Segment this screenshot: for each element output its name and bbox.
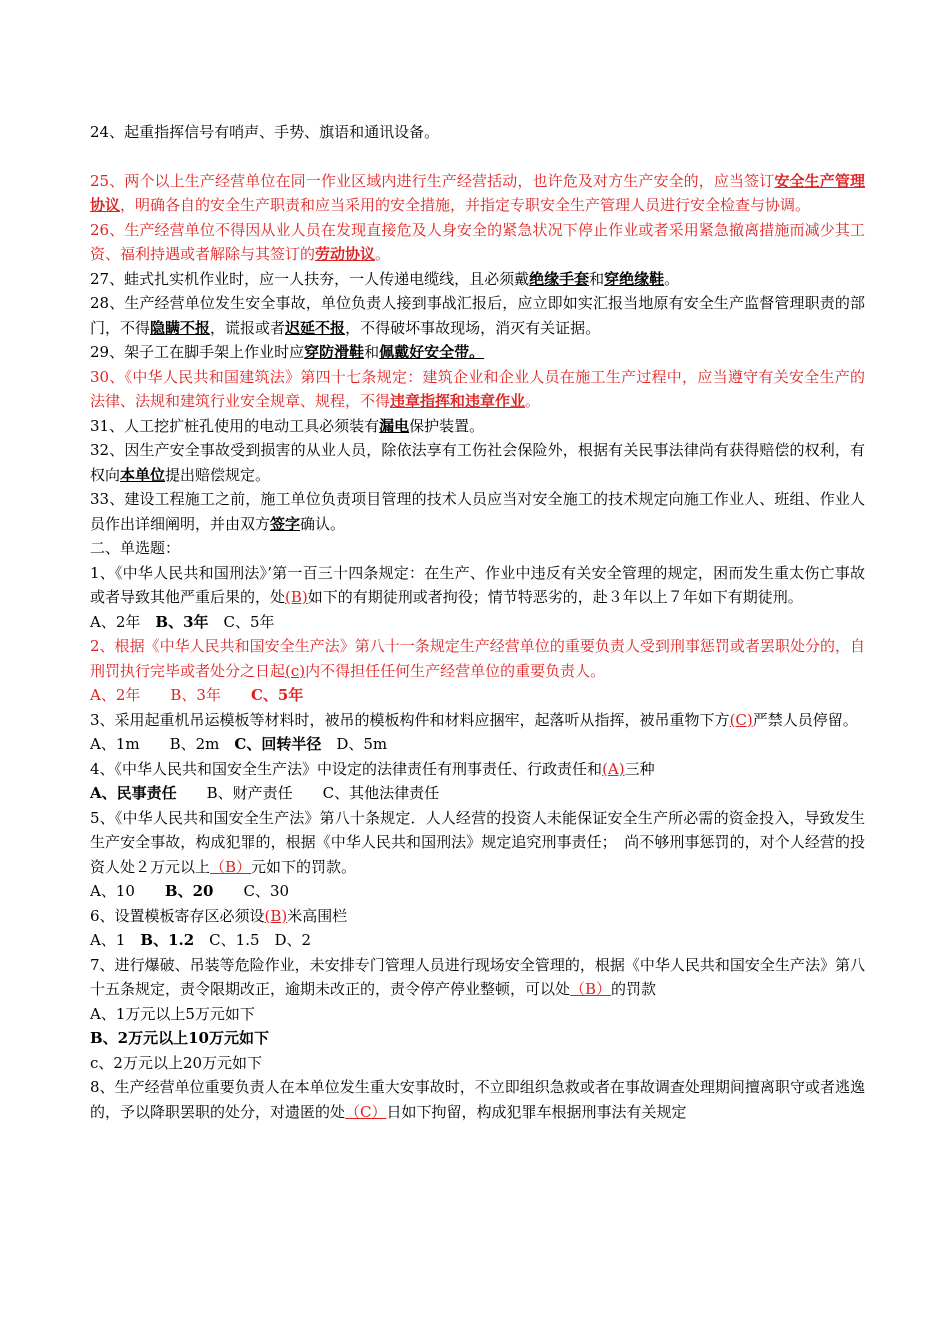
answer-keyword: 绝缘手套 — [529, 269, 590, 288]
option-7b-correct: B、2万元以上10万元如下 — [90, 1029, 269, 1047]
correct-option: B、20 — [164, 882, 214, 900]
question-29: 29、架子工在脚手架上作业时应穿防滑鞋和佩戴好安全带。 — [90, 343, 485, 361]
document-page — [90, 120, 865, 1124]
correct-option: B、1.2 — [140, 931, 195, 949]
options-4: A、民事责任 B、财产责任 C、其他法律责任 — [90, 784, 440, 802]
question-27: 27、蛙式扎实机作业时，应一人扶夯，一人传递电缆线，且必须戴绝缘手套和穿绝缘鞋。 — [90, 269, 680, 288]
single-question-2: 2、根据《中华人民共和国安全生产法》第八十一条规定生产经营单位的重要负责人受到刑事惩罚或者罢职处分的，自刑罚执行完毕或者处分之日起(c)内不得担任任何生产经营单位的重要负责人。 — [90, 637, 865, 680]
answer-keyword: 穿绝缘鞋 — [604, 269, 665, 288]
single-question-1: 1、《中华人民共和国刑法》’第一百三十四条规定：在生产、作业中违反有关安全管理的规定，困而发生重太伤亡事故或者导致其他严重后果的，处(B)如下的有期徒刑或者拘役；情节特恶劣的，赴３年以上７年如下有期徒刑。 — [90, 563, 865, 606]
single-question-6: 6、设置模板寄存区必须设(B)米高围栏 — [90, 906, 348, 925]
correct-option: B、3年 — [155, 612, 209, 631]
spacer — [90, 145, 865, 169]
question-30: 30、《中华人民共和国建筑法》第四十七条规定：建筑企业和企业人员在施工生产过程中，应当遵守有关安全生产的法律、法规和建筑行业安全规章、规程，不得违章指挥和违章作业。 — [90, 367, 865, 410]
correct-option: A、民事责任 — [90, 784, 177, 802]
answer-keyword: 佩戴好安全带。 — [379, 343, 485, 361]
question-32: 32、因生产安全事故受到损害的从业人员，除依法享有工伤社会保险外，根据有关民事法律尚有获得赔偿的权利，有权向本单位提出赔偿规定。 — [90, 441, 865, 484]
answer-keyword: 安全生产管理协议 — [90, 171, 865, 214]
answer-keyword: 违章指挥和违章作业 — [390, 392, 526, 410]
option-7c: c、2万元以上20万元如下 — [90, 1053, 263, 1072]
single-question-4: 4、《中华人民共和国安全生产法》中设定的法律责任有刑事责任、行政责任和(A)三种 — [90, 759, 655, 778]
options-5: A、10 B、20 C、30 — [90, 882, 290, 900]
answer-keyword: 本单位 — [120, 465, 166, 484]
answer-keyword: 穿防滑鞋 — [304, 343, 365, 361]
answer-keyword: 迟延不报 — [285, 318, 346, 337]
answer-mark: （C） — [345, 1102, 387, 1121]
question-33: 33、建设工程施工之前，施工单位负责项目管理的技术人员应当对安全施工的技术规定向施工作业人、班组、作业人员作出详细阐明，并由双方签字确认。 — [90, 490, 865, 533]
options-1: A、2年 B、3年 C、5年 — [90, 612, 275, 631]
single-question-5: 5、《中华人民共和国安全生产法》第八十条规定．人人经营的投资人未能保证安全生产所必需的资金投入，导致发生生产安全事故，构成犯罪的，根据《中华人民共和国刑法》规定追究刑事责任； 尚不够刑事惩罚的，对个人经营的投资人处２万元以上（B）元如下的罚款。 — [90, 808, 865, 876]
answer-keyword: 隐瞒不报 — [150, 318, 211, 337]
option-7a: A、1万元以上5万元如下 — [90, 1004, 255, 1023]
options-3: A、1m B、2m C、回转半径 D、5m — [90, 735, 388, 753]
question-25: 25、两个以上生产经营单位在同一作业区域内进行生产经营括动，也许危及对方生产安全的，应当签订安全生产管理协议，明确各自的安全生产职责和应当采用的安全措施，并指定专职安全生产管理人员进行安全检查与协调。 — [90, 171, 865, 214]
answer-mark: （B） — [570, 980, 612, 998]
question-31: 31、人工挖扩桩孔使用的电动工具必须装有漏电保护装置。 — [90, 416, 485, 435]
answer-mark: (A) — [602, 759, 625, 778]
single-question-7: 7、进行爆破、吊装等危险作业，未安排专门管理人员进行现场安全管理的，根据《中华人民共和国安全生产法》第八十五条规定，责令限期改正，逾期未改正的，责令停产停业整顿，可以处（B）的罚款 — [90, 955, 865, 998]
answer-mark: (B) — [285, 588, 308, 606]
answer-mark: （B） — [210, 857, 252, 876]
question-24: 24、起重指挥信号有哨声、手势、旗语和通讯设备。 — [90, 123, 440, 141]
answer-mark: (B) — [264, 906, 288, 925]
correct-option: C、5年 — [250, 686, 304, 704]
section-heading: 二、单选题： — [90, 539, 181, 557]
single-question-8: 8、生产经营单位重要负责人在本单位发生重大安事故时，不立即组织急救或者在事故调查处理期间擅离职守或者逃逸的，予以降职罢职的处分，对遗匿的处（C）日如下拘留，构成犯罪车根据刑事法有关规定 — [90, 1078, 865, 1121]
options-6: A、1 B、1.2 C、1.5 D、2 — [90, 931, 312, 949]
single-question-3: 3、采用起重机吊运模板等材料时，被吊的模板构件和材料应捆牢，起落听从指挥，被吊重物下方(C)严禁人员停留。 — [90, 710, 858, 729]
correct-option: C、回转半径 — [234, 735, 322, 753]
answer-keyword: 签字 — [270, 514, 301, 533]
question-28: 28、生产经营单位发生安全事故，单位负责人接到事战汇报后，应立即如实汇报当地原有安全生产监督管理职责的部门，不得隐瞒不报，谎报或者迟延不报，不得破坏事故现场，消灭有关证据。 — [90, 294, 865, 337]
answer-keyword: 漏电 — [379, 416, 410, 435]
answer-keyword: 劳动协议 — [315, 245, 376, 263]
question-26: 26、生产经营单位不得因从业人员在发现直接危及人身安全的紧急状况下停止作业或者采用紧急撤离措施而减少其工资、福利持遇或者解除与其签订的劳动协议。 — [90, 220, 865, 263]
options-2: A、2年 B、3年 C、5年 — [90, 686, 304, 704]
answer-mark: (c) — [285, 661, 306, 680]
answer-mark: (C) — [729, 710, 753, 729]
